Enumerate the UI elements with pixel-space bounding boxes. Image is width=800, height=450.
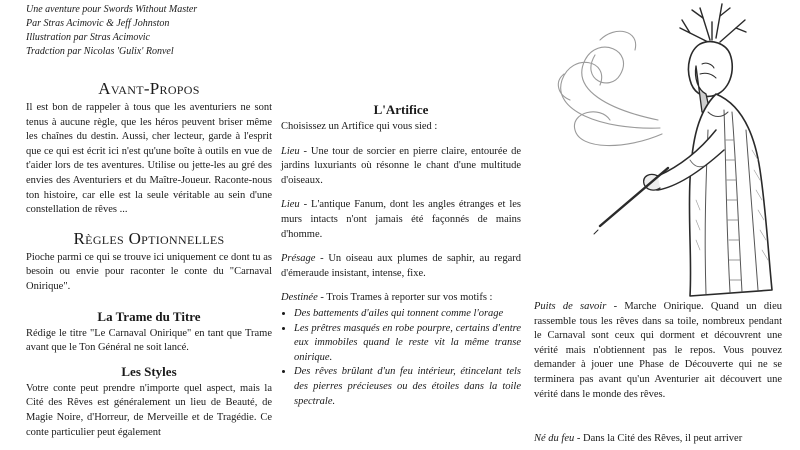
credit-line: Tradction par Nicolas 'Gulix' Ronvel [26, 46, 174, 57]
ne-du-feu-body: - Dans la Cité des Rêves, il peut arriver [574, 433, 743, 444]
artifice-intro: Choisissez un Artifice qui vous sied : [281, 121, 438, 132]
artifice-destinee [281, 291, 521, 306]
masked-priest-illustration [540, 0, 780, 300]
ne-du-feu-label: Né du feu [534, 433, 575, 444]
puits-label: Puits de savoir [534, 301, 607, 312]
presage-label: Présage [281, 253, 316, 265]
credit-line: Illustration par Stras Acimovic [26, 32, 150, 43]
destinee-text: - Trois Trames à reporter sur vos motifs : [317, 292, 493, 304]
lieu-text: - L'antique Fanum, dont les angles étranges et les murs intacts n'ont jamais été façonnés de mains d'homme. [281, 199, 521, 240]
artifice-presage [281, 252, 521, 281]
regles-optionnelles-heading: Règles Optionnelles [73, 228, 225, 248]
motif-item: • Les prêtres masqués en robe pourpre, certains d'entre eux immobiles quand le reste vit la même transe onirique. [294, 322, 521, 366]
motif-item: • Des battements d'ailes qui tonnent comme l'orage [294, 307, 521, 322]
avant-propos-heading: Avant-Propos [98, 79, 200, 98]
styles-text: Votre conte peut prendre n'importe quel aspect, mais la Cité des Rêves est généralement un lieu de Beauté, de Magie Noire, d'Horreur, de Merveille et de Tragédie. Ce conte particulier peut également [26, 382, 272, 438]
artifice-lieu-2 [281, 198, 521, 242]
left-column [26, 0, 272, 440]
ne-du-feu-text [534, 432, 782, 447]
styles-heading: Les Styles [121, 363, 177, 379]
artifice-heading: L'Artifice [373, 102, 429, 117]
credit-line: Par Stras Acimovic & Jeff Johnston [26, 18, 170, 29]
lieu-label: Lieu [281, 199, 300, 211]
puits-text: - Marche Onirique. Quand un dieu rassemble tous les rêves dans sa toile, nombreux pendant le Carnaval sont ceux qui dorment et découvrent une vérité mais n'obtiennent pas le repos. Vous pouvez demander à jouer une Phase de Découverte qui ne se terminera pas avant qu'un Aventurier ait découvert une vérité dans le monde des rêves. [534, 301, 782, 400]
avant-propos-text: Il est bon de rappeler à tous que les aventuriers ne sont tenus à aucune règle, que les héros peuvent briser même les chaînes du destin. Aussi, cher lecteur, garde à l'esprit que ce qui est écrit ici n'est qu'une boîte à outils en vue de t'aider lors de tes aventures. Utilise ou jette-les au gré des envies des Aventuriers et du Maître-Joueur. Raconte-nous ton histoire, car elle est la seule véritable au sein d'une constellation de rêves ... [26, 102, 272, 216]
motifs-list [281, 307, 521, 409]
middle-column [281, 0, 521, 409]
lieu-label: Lieu [281, 145, 300, 157]
regles-optionnelles-text: Pioche parmi ce qui se trouve ici uniquement ce dont tu as besoin ou envie pour raconter le conte du "Carnaval Onirique". [26, 251, 272, 292]
puits-de-savoir-text [534, 300, 782, 402]
presage-text: - Un oiseau aux plumes de saphir, au regard d'émeraude insistant, intense, fixe. [281, 253, 521, 279]
destinee-label: Destinée [281, 292, 318, 304]
lieu-text: - Une tour de sorcier en pierre claire, entourée de jardins luxuriants où résonne le chant d'une multitude d'oiseaux. [281, 145, 521, 186]
credits-block [26, 3, 272, 59]
trame-du-titre-heading: La Trame du Titre [97, 308, 201, 324]
motif-item: • Des rêves brûlant d'un feu intérieur, étincelant tels des pierres précieuses ou des étoiles dans la toile spectrale. [294, 365, 521, 409]
trame-du-titre-text: Rédige le titre "Le Carnaval Onirique" en tant que Trame avant que le Ton Général ne soit lancé. [26, 327, 272, 354]
credit-line: Une aventure pour Swords Without Master [26, 4, 198, 15]
artifice-lieu-1 [281, 145, 521, 189]
